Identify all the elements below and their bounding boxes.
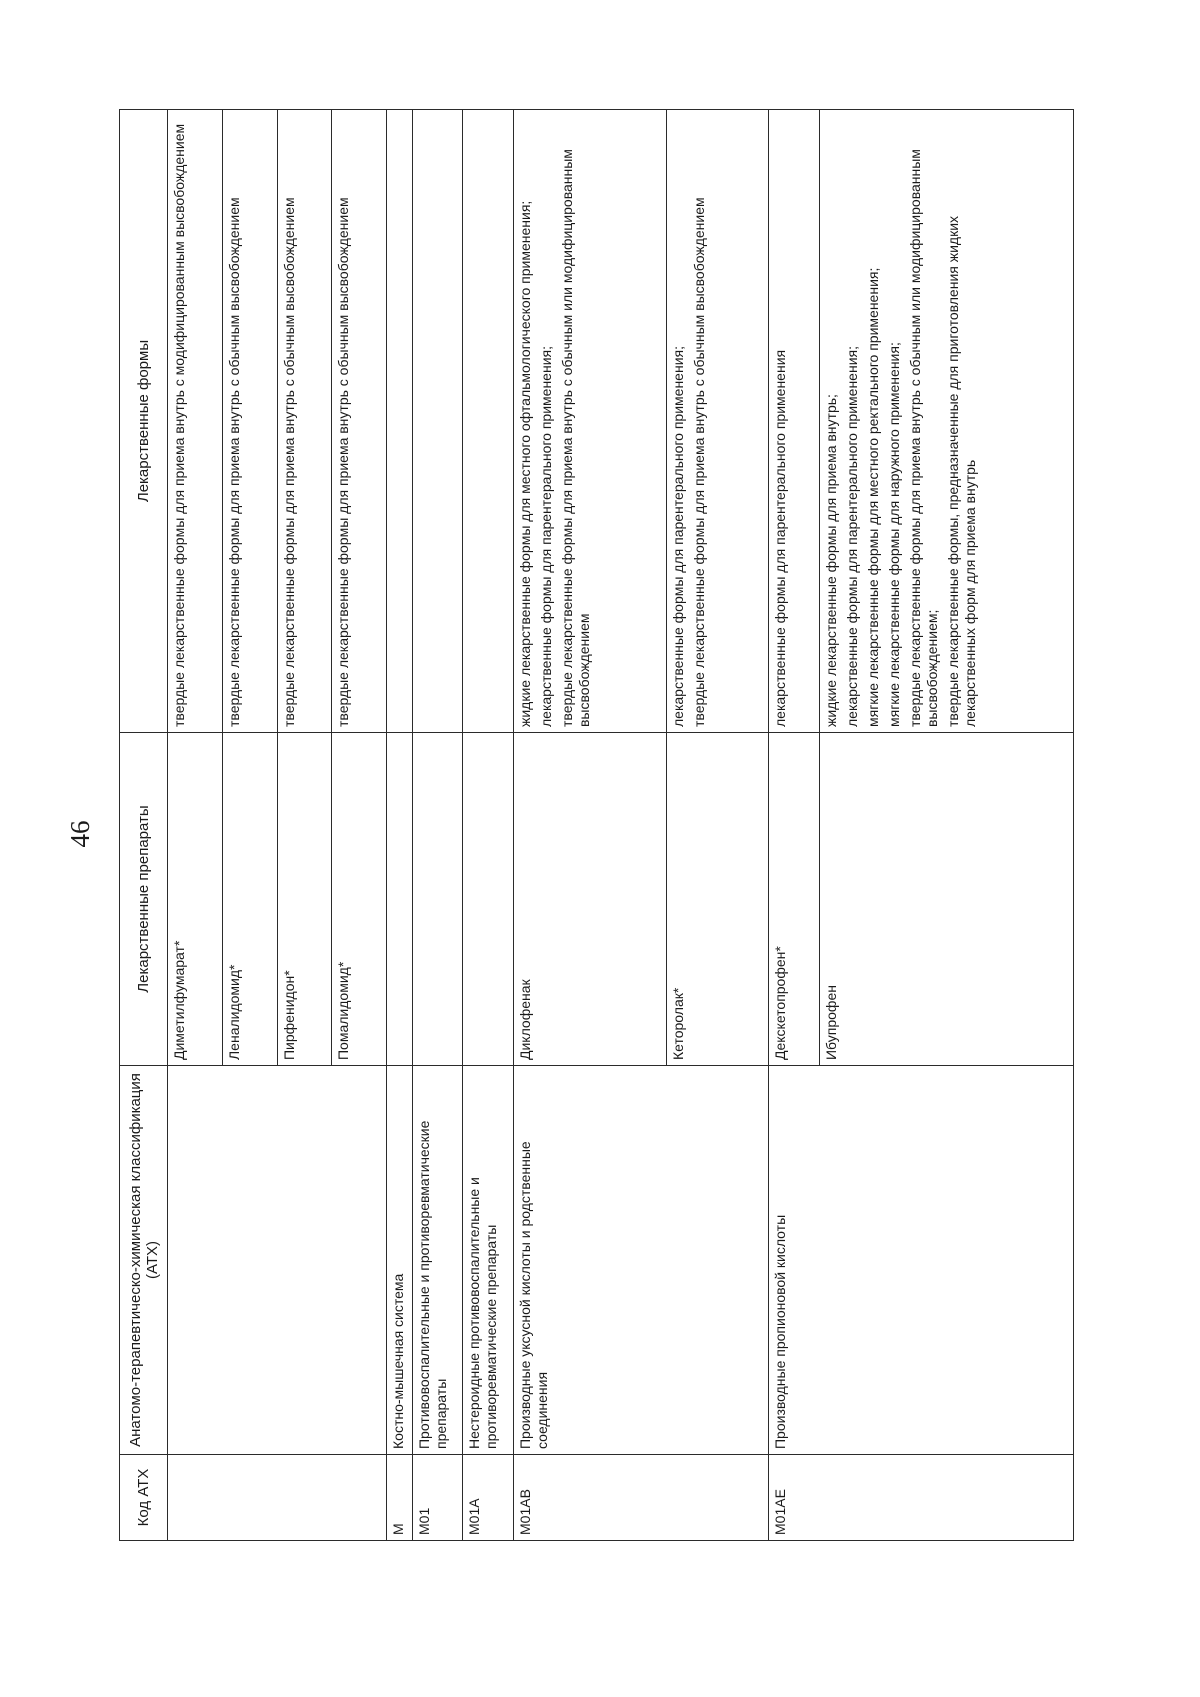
classification-cell-empty (168, 1066, 387, 1455)
form-item: лекарственные формы для парентерального применения; (844, 346, 861, 727)
form-item: твердые лекарственные формы, предназначенные для приготовления жидких лекарственных форм для приема внутрь (945, 215, 979, 727)
drug-cell: Помалидомид* (332, 733, 387, 1066)
forms-cell (820, 110, 1074, 733)
header-forms: Лекарственные формы (120, 110, 168, 733)
form-item: твердые лекарственные формы для приема внутрь с обычным высвобождением (335, 197, 352, 727)
drug-cell: Диклофенак (513, 733, 666, 1066)
drug-cell-empty (386, 733, 412, 1066)
drug-cell: Декскетопрофен* (768, 733, 819, 1066)
classification-cell: Противовоспалительные и противоревматические препараты (413, 1066, 463, 1455)
code-cell-empty (168, 1455, 387, 1541)
forms-cell (168, 110, 223, 733)
header-drugs: Лекарственные препараты (120, 733, 168, 1066)
table-frame (119, 110, 1074, 1541)
drug-cell: Леналидомид* (222, 733, 277, 1066)
form-item: твердые лекарственные формы для приема внутрь с модифицированным высвобождением (171, 123, 188, 727)
form-item: твердые лекарственные формы для приема внутрь с обычным высвобождением (690, 197, 707, 727)
forms-cell (332, 110, 387, 733)
header-code: Код АТХ (120, 1455, 168, 1541)
form-item: твердые лекарственные формы для приема внутрь с обычным или модифицированным высвобождением (558, 149, 592, 727)
form-item: лекарственные формы для парентерального применения (771, 349, 788, 727)
table-header-row (120, 110, 168, 1541)
section-row (386, 110, 412, 1541)
drug-cell: Пирфенидон* (277, 733, 332, 1066)
classification-cell: Костно-мышечная система (386, 1066, 412, 1455)
atx-table (119, 109, 1074, 1541)
page-number: 46 (65, 820, 95, 848)
forms-cell (222, 110, 277, 733)
form-item: лекарственные формы для парентерального применения; (537, 346, 554, 727)
classification-cell: Нестероидные противовоспалительные и противоревматические препараты (463, 1066, 513, 1455)
drug-cell: Кеторолак* (666, 733, 768, 1066)
form-item: жидкие лекарственные формы для приема внутрь; (823, 394, 840, 727)
code-cell: M01A (463, 1455, 513, 1541)
classification-cell: Производные уксусной кислоты и родственные соединения (513, 1066, 768, 1455)
forms-cell (513, 110, 666, 733)
forms-cell (666, 110, 768, 733)
forms-cell (768, 110, 819, 733)
section-row (413, 110, 463, 1541)
table-row (513, 110, 666, 1541)
form-item: твердые лекарственные формы для приема внутрь с обычным или модифицированным высвобождением; (907, 149, 941, 727)
drug-cell-empty (463, 733, 513, 1066)
table-rotator (119, 110, 1074, 1541)
forms-cell-empty (413, 110, 463, 733)
forms-cell-empty (386, 110, 412, 733)
forms-cell (277, 110, 332, 733)
form-item: лекарственные формы для парентерального применения; (669, 346, 686, 727)
form-item: жидкие лекарственные формы для местного офтальмологического применения; (516, 200, 533, 727)
form-item: мягкие лекарственные формы для наружного применения; (886, 342, 903, 727)
forms-cell-empty (463, 110, 513, 733)
drug-cell: Диметилфумарат* (168, 733, 223, 1066)
code-cell: M01 (413, 1455, 463, 1541)
drug-cell-empty (413, 733, 463, 1066)
section-row (463, 110, 513, 1541)
table-row (168, 110, 223, 1541)
header-classification: Анатомо-терапевтическо-химическая классификация (АТХ) (120, 1066, 168, 1455)
form-item: твердые лекарственные формы для приема внутрь с обычным высвобождением (225, 197, 242, 727)
code-cell: M (386, 1455, 412, 1541)
code-cell: M01AB (513, 1455, 768, 1541)
drug-cell: Ибупрофен (820, 733, 1074, 1066)
table-row (768, 110, 819, 1541)
form-item: твердые лекарственные формы для приема внутрь с обычным высвобождением (280, 197, 297, 727)
classification-cell: Производные пропионовой кислоты (768, 1066, 1073, 1455)
form-item: мягкие лекарственные формы для местного ректального применения; (865, 267, 882, 727)
code-cell: M01AE (768, 1455, 1073, 1541)
